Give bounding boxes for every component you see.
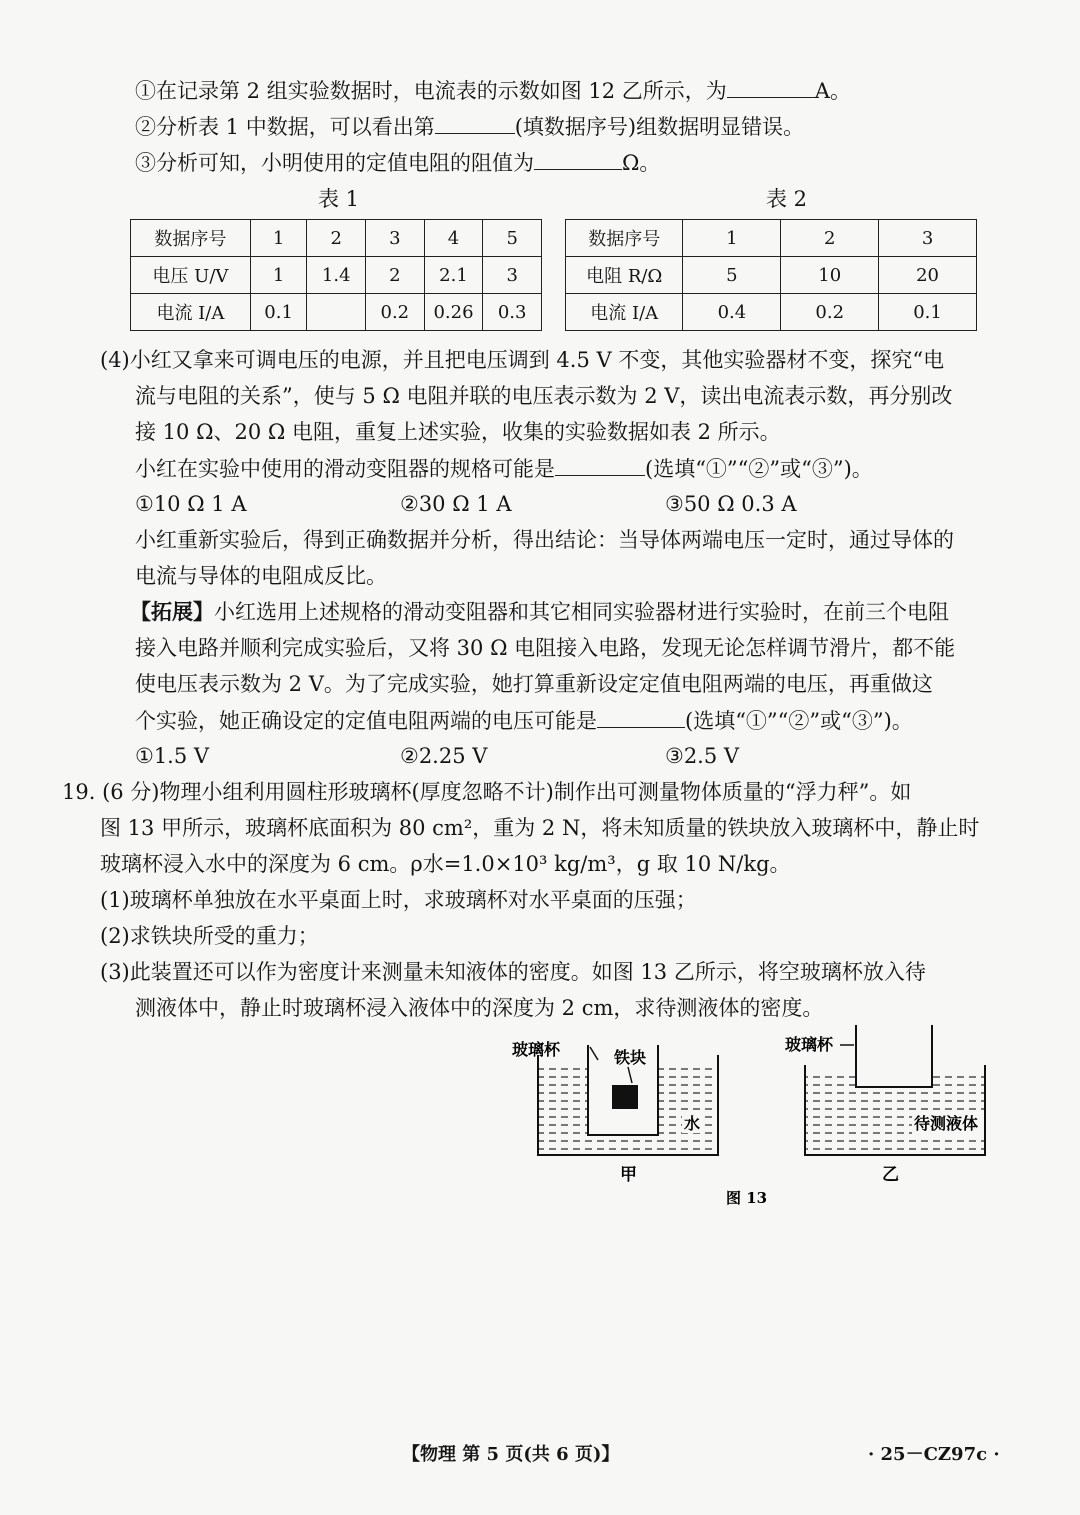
answer-blank[interactable] bbox=[534, 147, 622, 170]
part4-question-tail: (选填“①”“②”或“③”)。 bbox=[645, 457, 873, 481]
table2-current-row bbox=[566, 294, 977, 331]
table-cell: 0.2 bbox=[781, 294, 879, 331]
part4-conclusion-1: 小红重新实验后，得到正确数据并分析，得出结论：当导体两端电压一定时，通过导体的 bbox=[135, 528, 954, 552]
answer-blank[interactable] bbox=[727, 75, 815, 98]
q19-sub3b: 测液体中，静止时玻璃杯浸入液体中的深度为 2 cm，求待测液体的密度。 bbox=[135, 996, 824, 1020]
extend-option-3: ③2.5 V bbox=[665, 744, 740, 768]
extend-option-2: ②2.25 V bbox=[400, 744, 488, 768]
q18-sub1-unit: A。 bbox=[814, 79, 851, 103]
table-cell: 3 bbox=[879, 220, 977, 257]
table-cell: 数据序号 bbox=[566, 220, 683, 257]
glass-cup-interior bbox=[856, 1025, 932, 1087]
table-cell: 3 bbox=[483, 257, 542, 294]
extend-tag: 【拓展】 bbox=[130, 599, 214, 624]
figure-13-b bbox=[785, 1025, 985, 1185]
q18-sub3-text: ③分析可知，小明使用的定值电阻的阻值为 bbox=[135, 151, 534, 175]
part4-line3: 接 10 Ω、20 Ω 电阻，重复上述实验，收集的实验数据如表 2 所示。 bbox=[135, 420, 781, 444]
table-cell: 电压 U/V bbox=[131, 257, 251, 294]
q18-sub3-unit: Ω。 bbox=[622, 151, 661, 175]
part4-line1: (4)小红又拿来可调电压的电源，并且把电压调到 4.5 V 不变，其他实验器材不变，探究“电 bbox=[100, 348, 945, 372]
q18-sub2 bbox=[135, 111, 804, 142]
extend-option-1: ①1.5 V bbox=[135, 744, 210, 768]
page-code: · 25－CZ97c · bbox=[868, 1444, 1000, 1465]
table-cell: 2 bbox=[307, 220, 366, 257]
table1-current-row bbox=[131, 294, 542, 331]
q19-sub1: (1)玻璃杯单独放在水平桌面上时，求玻璃杯对水平桌面的压强； bbox=[100, 888, 697, 912]
answer-blank[interactable] bbox=[555, 453, 645, 476]
table-cell: 1 bbox=[683, 220, 781, 257]
part4-line2: 流与电阻的关系”，使与 5 Ω 电阻并联的电压表示数为 2 V，读出电流表示数，再分别改 bbox=[135, 384, 953, 408]
page-footer: 【物理 第 5 页(共 6 页)】 bbox=[402, 1444, 620, 1465]
part4-question bbox=[135, 453, 873, 484]
table-cell: 1 bbox=[250, 257, 307, 294]
answer-blank[interactable] bbox=[597, 705, 685, 728]
table-cell: 5 bbox=[483, 220, 542, 257]
q19-line2: 图 13 甲所示，玻璃杯底面积为 80 cm²，重为 2 N，将未知质量的铁块放入玻璃杯中，静止时 bbox=[100, 816, 980, 840]
q19-sub3a: (3)此装置还可以作为密度计来测量未知液体的密度。如图 13 乙所示，将空玻璃杯放入待 bbox=[100, 960, 926, 984]
table-cell: 2.1 bbox=[424, 257, 483, 294]
table1-voltage-row bbox=[131, 257, 542, 294]
table-cell: 20 bbox=[879, 257, 977, 294]
table-cell: 0.1 bbox=[879, 294, 977, 331]
part4-option-1: ①10 Ω 1 A bbox=[135, 492, 247, 516]
figure-a-label: 甲 bbox=[620, 1165, 637, 1185]
table-cell: 0.1 bbox=[250, 294, 307, 331]
table-cell: 0.4 bbox=[683, 294, 781, 331]
extend-line4-text: 个实验，她正确设定的定值电阻两端的电压可能是 bbox=[135, 709, 597, 733]
extend-line1-text: 小红选用上述规格的滑动变阻器和其它相同实验器材进行实验时，在前三个电阻 bbox=[214, 600, 949, 624]
figure-13 bbox=[500, 1025, 1000, 1215]
part4-question-text: 小红在实验中使用的滑动变阻器的规格可能是 bbox=[135, 457, 555, 481]
table-cell: 0.26 bbox=[424, 294, 483, 331]
extend-line3: 使电压表示数为 2 V。为了完成实验，她打算重新设定定值电阻两端的电压，再重做这 bbox=[135, 672, 933, 696]
q18-sub2-text: ②分析表 1 中数据，可以看出第 bbox=[135, 115, 435, 139]
glass-cup-label: 玻璃杯 bbox=[785, 1035, 834, 1054]
q18-sub3 bbox=[135, 147, 660, 178]
part4-option-2: ②30 Ω 1 A bbox=[400, 492, 512, 516]
q19-line3: 玻璃杯浸入水中的深度为 6 cm。ρ水=1.0×10³ kg/m³，g 取 10 N/kg。 bbox=[100, 852, 791, 876]
q19-line1: 19. (6 分)物理小组利用圆柱形玻璃杯(厚度忽略不计)制作出可测量物体质量的“浮力秤”。如 bbox=[62, 780, 912, 804]
table1 bbox=[130, 219, 542, 331]
part4-option-3: ③50 Ω 0.3 A bbox=[665, 492, 797, 516]
iron-block bbox=[612, 1085, 638, 1109]
q18-sub2-tail: (填数据序号)组数据明显错误。 bbox=[514, 115, 805, 139]
table1-caption: 表 1 bbox=[318, 187, 360, 211]
table-cell: 电流 I/A bbox=[131, 294, 251, 331]
glass-cup-label: 玻璃杯 bbox=[512, 1040, 561, 1059]
table-cell-empty bbox=[307, 294, 366, 331]
table-cell: 2 bbox=[366, 257, 425, 294]
table-cell: 1.4 bbox=[307, 257, 366, 294]
table-cell: 0.2 bbox=[366, 294, 425, 331]
table2-caption: 表 2 bbox=[766, 187, 808, 211]
figure-caption: 图 13 bbox=[726, 1189, 768, 1207]
table-cell: 4 bbox=[424, 220, 483, 257]
table-cell: 10 bbox=[781, 257, 879, 294]
figure-b-label: 乙 bbox=[882, 1165, 899, 1185]
table2 bbox=[565, 219, 977, 331]
table-cell: 1 bbox=[250, 220, 307, 257]
table1-header-row bbox=[131, 220, 542, 257]
water-label: 水 bbox=[684, 1114, 701, 1133]
table-cell: 电流 I/A bbox=[566, 294, 683, 331]
q19-sub2: (2)求铁块所受的重力； bbox=[100, 924, 319, 948]
table-cell: 数据序号 bbox=[131, 220, 251, 257]
table2-header-row bbox=[566, 220, 977, 257]
part4-conclusion-2: 电流与导体的电阻成反比。 bbox=[135, 564, 387, 588]
table-cell: 2 bbox=[781, 220, 879, 257]
table-cell: 5 bbox=[683, 257, 781, 294]
extend-line4 bbox=[135, 705, 913, 736]
q18-sub1-text: ①在记录第 2 组实验数据时，电流表的示数如图 12 乙所示，为 bbox=[135, 79, 727, 103]
answer-blank[interactable] bbox=[435, 111, 515, 134]
table-cell: 0.3 bbox=[483, 294, 542, 331]
extend-line4-tail: (选填“①”“②”或“③”)。 bbox=[685, 709, 913, 733]
table2-resistance-row bbox=[566, 257, 977, 294]
iron-block-label: 铁块 bbox=[614, 1048, 647, 1067]
figure-13-a bbox=[512, 1040, 718, 1185]
extend-line1 bbox=[130, 597, 949, 627]
q18-sub1 bbox=[135, 75, 851, 106]
extend-line2: 接入电路并顺利完成实验后，又将 30 Ω 电阻接入电路，发现无论怎样调节滑片，都不能 bbox=[135, 636, 956, 660]
liquid-label: 待测液体 bbox=[914, 1114, 979, 1133]
table-cell: 电阻 R/Ω bbox=[566, 257, 683, 294]
table-cell: 3 bbox=[366, 220, 425, 257]
